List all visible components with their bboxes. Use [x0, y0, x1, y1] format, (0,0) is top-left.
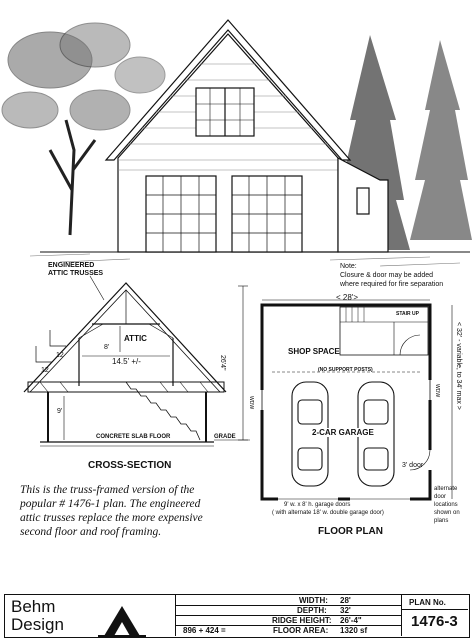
trusses-label-line-1: ENGINEERED [48, 262, 95, 269]
description-line-4: second floor and roof framing. [20, 526, 162, 538]
title-block-divider-2 [401, 595, 402, 636]
title-block [4, 594, 470, 638]
cross-section-title: CROSS-SECTION [88, 460, 172, 471]
ground-texture [30, 254, 460, 266]
floor-plan-title: FLOOR PLAN [318, 526, 383, 537]
brand-name-line-2: Design [11, 615, 64, 634]
plan-number-value: 1476-3 [411, 613, 458, 630]
floor-area-value: 1320 sf [340, 626, 368, 635]
depth-dimension-label: < 32' - variable, to 34' max > [455, 322, 462, 410]
window-right-label: WDW [434, 384, 440, 398]
garage-doors-note-1: 9' w. x 8' h. garage doors [284, 502, 351, 508]
slab-label: CONCRETE SLAB FLOOR [96, 434, 171, 440]
floor-area-label: FLOOR AREA: [273, 626, 329, 635]
total-height-label: 26'4" [219, 355, 226, 371]
pitch-run-label: 12 [41, 367, 49, 374]
alternate-note-2: door [434, 494, 447, 500]
width-dimension-label: < 28'> [336, 293, 358, 302]
garage-label: 2-CAR GARAGE [312, 428, 374, 437]
stair-label: STAIR UP [396, 311, 419, 317]
depth-label: DEPTH: [297, 606, 327, 615]
attic-height-label: 8' [104, 344, 110, 351]
brand-name-line-1: Behm [11, 597, 56, 616]
no-support-label: (NO SUPPORT POSTS) [318, 367, 373, 373]
fire-note-line-3: where required for fire separation [340, 281, 444, 288]
shop-space-label: SHOP SPACE [288, 347, 340, 356]
alternate-note-4: shown on [434, 510, 460, 516]
window-left-label: WDW [248, 396, 254, 410]
ridge-height-label: RIDGE HEIGHT: [272, 616, 332, 625]
attic-width-label: 14.5' +/- [112, 357, 141, 366]
wall-height-label: 9' [57, 408, 63, 415]
description-line-2: popular # 1476-1 plan. The engineered [20, 498, 201, 510]
door-label: 3' door [402, 462, 424, 469]
trusses-label-line-2: ATTIC TRUSSES [48, 270, 104, 277]
description-line-1: This is the truss-framed version of the [20, 484, 195, 496]
fire-note-line-1: Note: [340, 263, 357, 270]
attic-label: ATTIC [124, 334, 147, 343]
title-block-rule-1 [175, 605, 401, 606]
plan-number-label: PLAN No. [409, 598, 446, 607]
title-block-rule-4 [401, 609, 468, 610]
area-formula: 896 + 424 = [183, 626, 226, 635]
fire-note-line-2: Closure & door may be added [340, 272, 433, 279]
alternate-note-1: alternate [434, 486, 458, 492]
ridge-height-value: 26'-4" [340, 616, 362, 625]
width-label: WIDTH: [299, 596, 328, 605]
pitch-rise-label: 12 [56, 352, 64, 359]
width-value: 28' [340, 596, 351, 605]
grade-label: GRADE [214, 434, 236, 440]
floor-plan-drawing [262, 300, 452, 499]
garage-doors-note-2: ( with alternate 18' w. double garage door) [272, 510, 384, 516]
alternate-note-5: plans [434, 518, 449, 524]
alternate-note-3: locations [434, 502, 458, 508]
description-line-3: attic trusses replace the more expensive [20, 512, 203, 524]
depth-value: 32' [340, 606, 351, 615]
